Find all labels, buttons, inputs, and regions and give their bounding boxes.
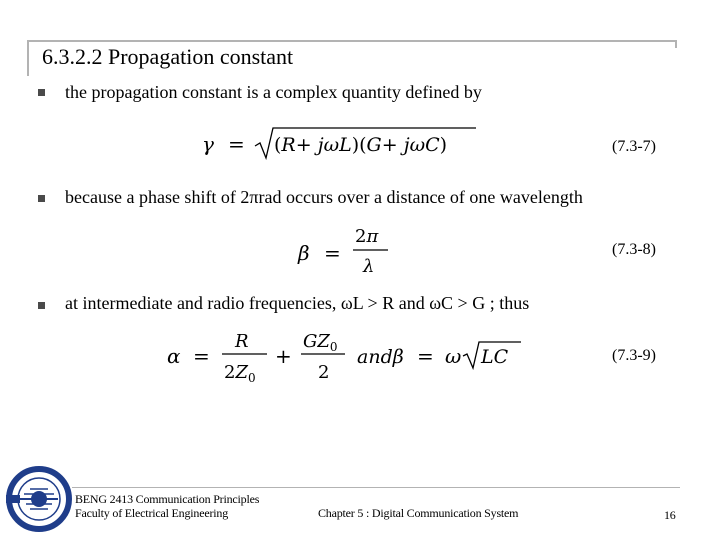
svg-text:α: α xyxy=(167,344,181,368)
frame-left-border xyxy=(27,40,29,76)
bullet-square-icon xyxy=(38,302,45,309)
equation-gamma xyxy=(200,124,490,168)
svg-text:+: + xyxy=(275,344,292,368)
bullet-text-3: at intermediate and radio frequencies, ωL > R and ωC > G ; thus xyxy=(65,293,530,313)
svg-text:ω: ω xyxy=(445,344,462,368)
bullet-square-icon xyxy=(38,195,45,202)
university-seal-icon xyxy=(6,466,72,532)
equation-number-2: (7.3-8) xyxy=(612,241,656,258)
page-title: 6.3.2.2 Propagation constant xyxy=(42,44,294,69)
frame-top-border xyxy=(27,40,676,42)
footer-divider xyxy=(72,487,680,488)
equation-beta xyxy=(296,222,396,282)
equation-number-1: (7.3-7) xyxy=(612,138,656,155)
bullet-text-1: the propagation constant is a complex quantity defined by xyxy=(65,82,482,102)
svg-text:GZ0: $GZ_0$ xyxy=(303,331,338,354)
equation-number-3: (7.3-9) xyxy=(612,347,656,364)
svg-text:R: R xyxy=(235,331,249,352)
page-number: 16 xyxy=(664,508,676,522)
svg-text:γ: γ xyxy=(202,132,214,156)
svg-text:2π: 2π xyxy=(355,226,379,247)
frame-right-border xyxy=(675,40,677,48)
svg-text:=: = xyxy=(324,241,341,265)
footer-chapter: Chapter 5 : Digital Communication System xyxy=(318,506,519,520)
svg-text:=: = xyxy=(417,344,434,368)
svg-text:=: = xyxy=(228,132,245,156)
svg-text:=: = xyxy=(193,344,210,368)
footer-faculty: Faculty of Electrical Engineering xyxy=(75,506,229,520)
bullet-square-icon xyxy=(38,89,45,96)
svg-text:β: β xyxy=(298,241,310,265)
svg-text:andβ: andβ xyxy=(357,346,404,368)
svg-text:λ: λ xyxy=(363,256,375,277)
bullet-text-2: because a phase shift of 2πrad occurs over a distance of one wavelength xyxy=(65,187,583,207)
svg-text:2: 2 xyxy=(318,362,330,383)
equation-alpha xyxy=(165,328,535,392)
svg-text:LC: LC xyxy=(481,346,509,368)
svg-text:2Z0: $2Z_0$ xyxy=(224,362,256,385)
footer-course: BENG 2413 Communication Principles xyxy=(75,492,260,506)
svg-text:(R+ jωL)(G+ jωC): (R+ jωL)(G+ jωC) xyxy=(274,134,448,156)
